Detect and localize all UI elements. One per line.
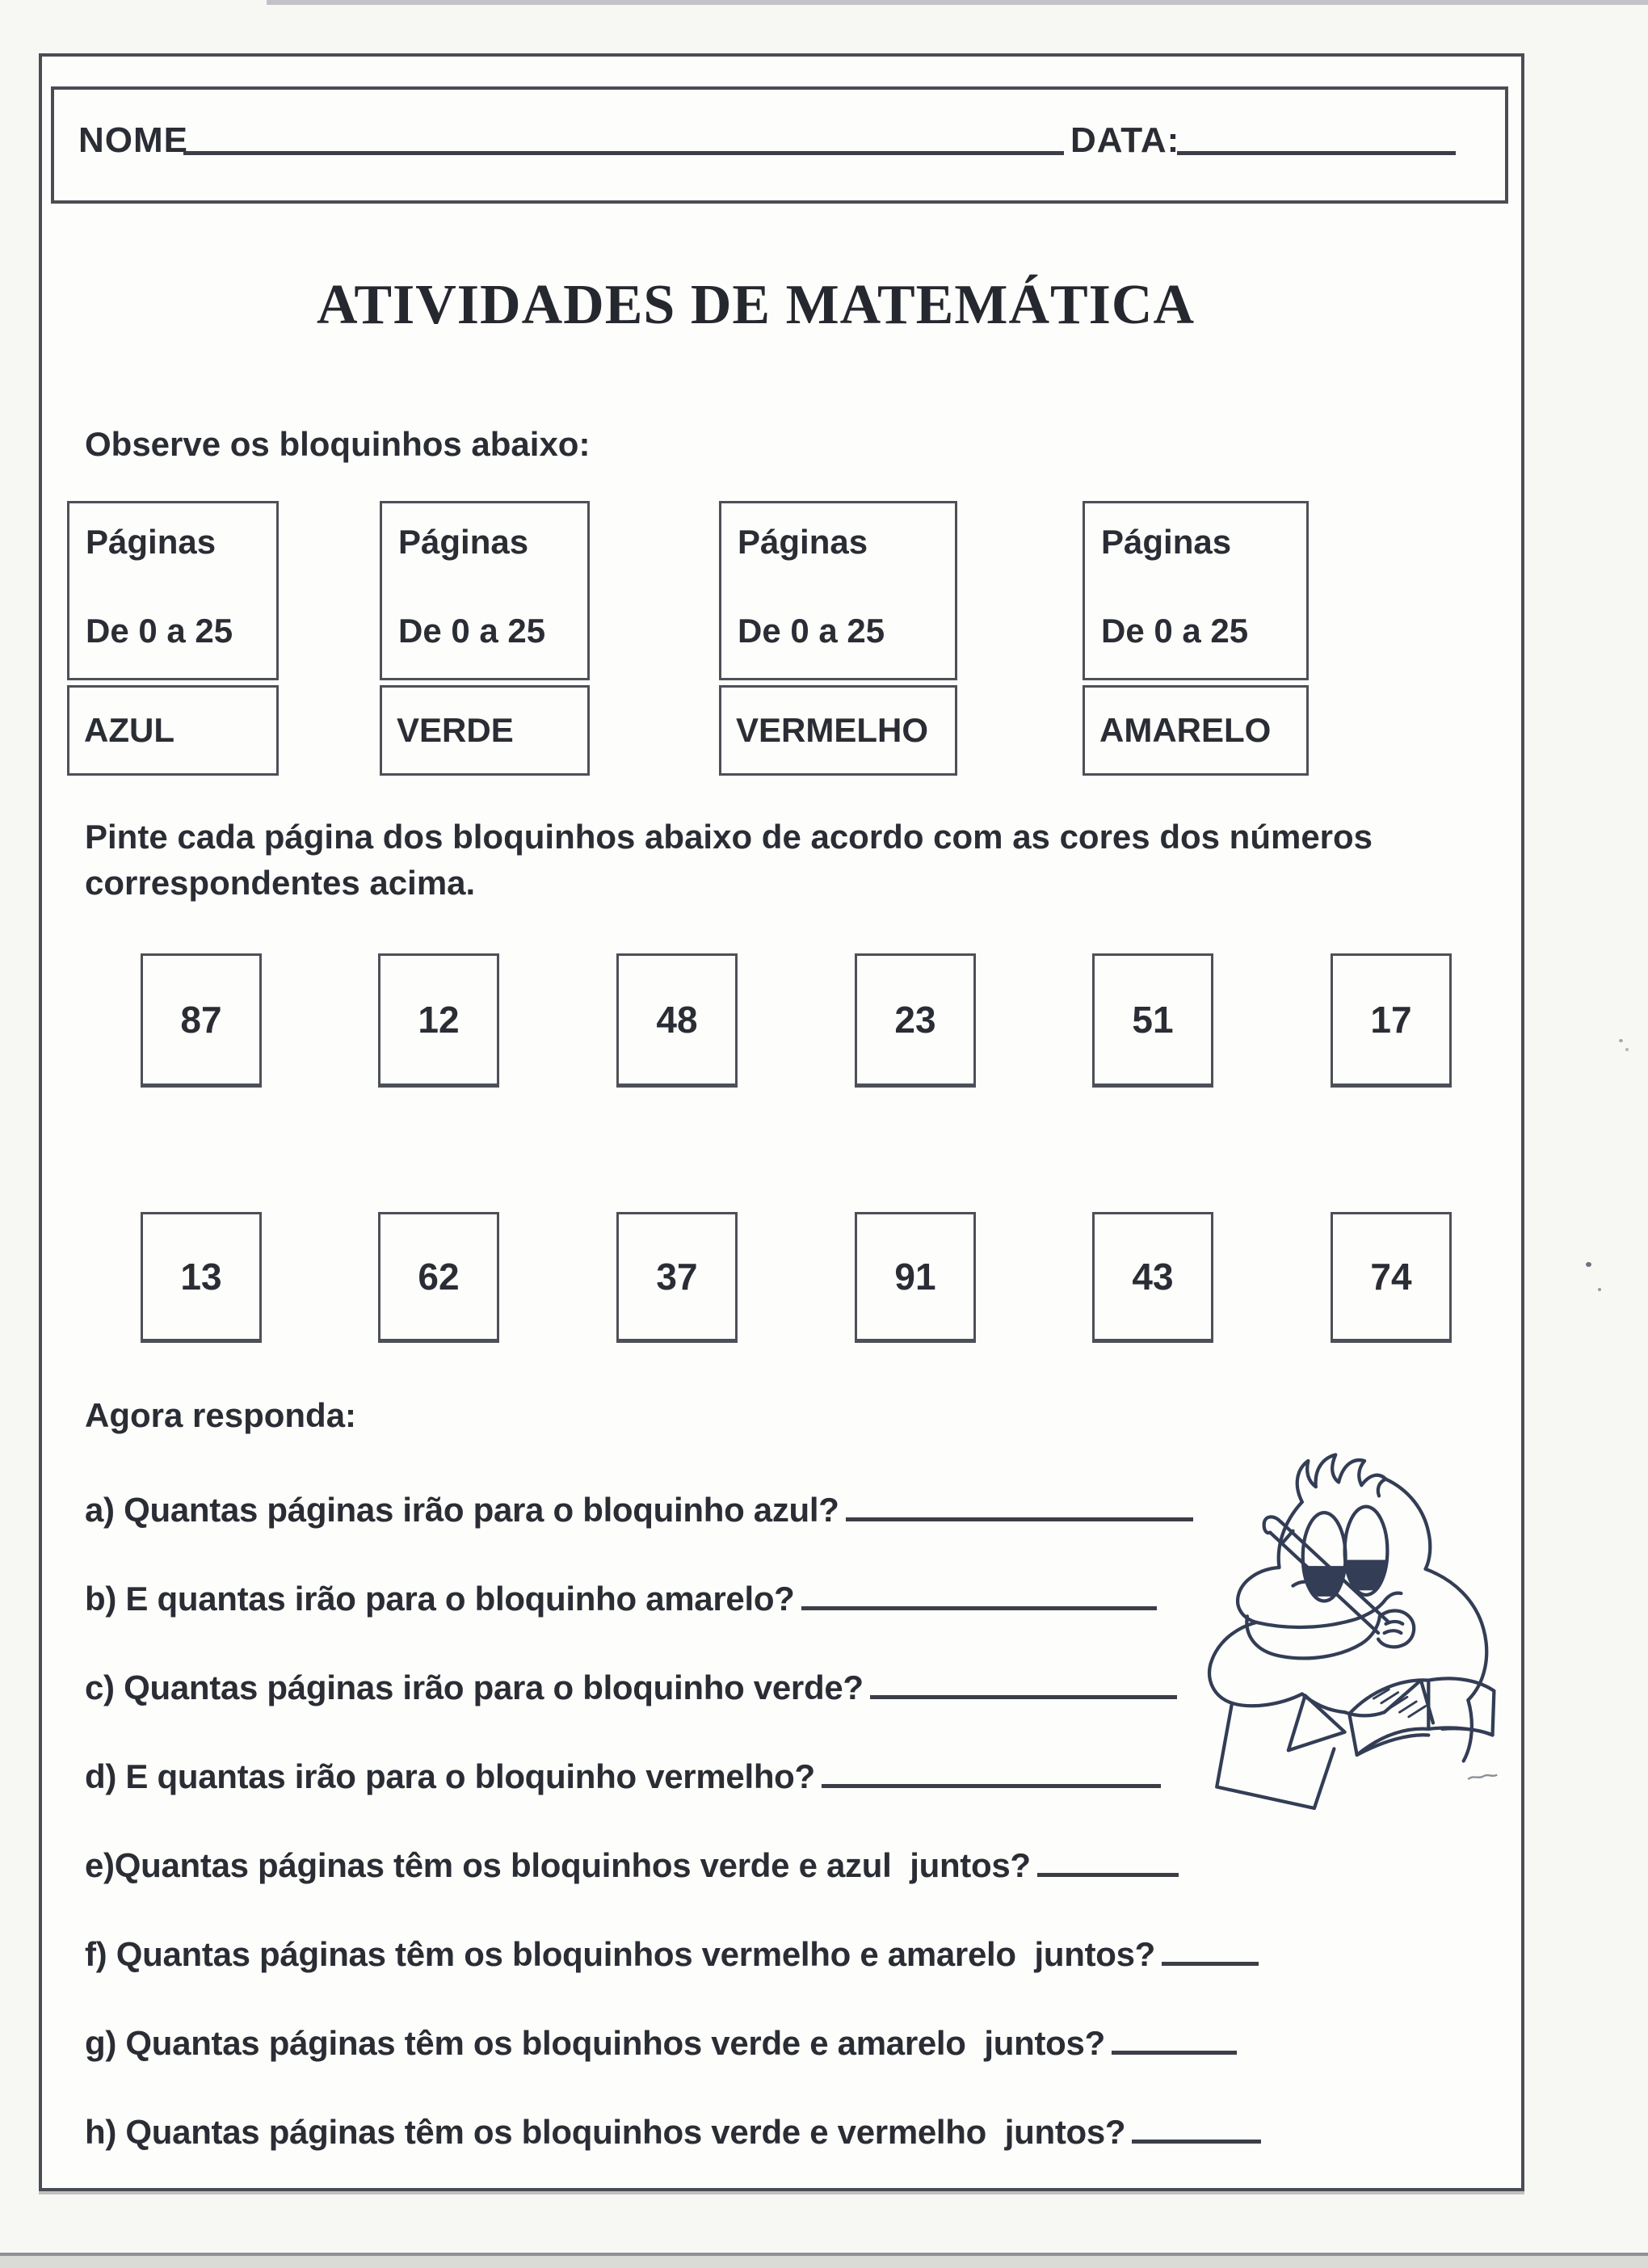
- block-range-label: De 0 a 25: [86, 612, 233, 650]
- question-text: d) E quantas irão para o bloquinho vermelho?: [85, 1757, 815, 1795]
- date-blank-line[interactable]: [1177, 106, 1456, 155]
- question-text: b) E quantas irão para o bloquinho amarelo?: [85, 1580, 795, 1618]
- answer-blank-d[interactable]: [822, 1779, 1161, 1788]
- number-value: 87: [180, 999, 222, 1041]
- block-azul-pages-box[interactable]: [67, 501, 279, 680]
- block-amarelo-color-label: [1083, 685, 1309, 776]
- block-vermelho-pages-box[interactable]: [719, 501, 957, 680]
- number-box-13[interactable]: [141, 1212, 262, 1343]
- color-name: AZUL: [84, 711, 174, 749]
- color-name: VERDE: [397, 711, 514, 749]
- scan-speck: [1598, 1288, 1601, 1291]
- block-vermelho: [719, 501, 957, 776]
- paint-instruction-line2: correspondentes acima.: [85, 863, 476, 902]
- number-value: 23: [894, 999, 936, 1041]
- name-date-box: [51, 86, 1508, 204]
- number-value: 51: [1132, 999, 1174, 1041]
- block-pages-label: Páginas: [738, 523, 868, 561]
- block-verde: [380, 501, 590, 776]
- duck-writing-illustration: [1153, 1448, 1526, 1821]
- question-f: [85, 1935, 1259, 1974]
- date-label: DATA:: [1070, 120, 1180, 160]
- number-box-48[interactable]: [616, 953, 738, 1088]
- scan-edge-artifact-bottom-shade: [0, 2256, 1648, 2268]
- intro-text: Observe os bloquinhos abaixo:: [85, 425, 591, 463]
- number-box-87[interactable]: [141, 953, 262, 1088]
- block-amarelo-pages-box[interactable]: [1083, 501, 1309, 680]
- block-azul-color-label: [67, 685, 279, 776]
- answer-blank-b[interactable]: [801, 1601, 1157, 1610]
- block-pages-label: Páginas: [86, 523, 217, 561]
- number-box-74[interactable]: [1331, 1212, 1452, 1343]
- question-g: [85, 2024, 1237, 2063]
- block-verde-pages-box[interactable]: [380, 501, 590, 680]
- block-pages-label: Páginas: [1101, 523, 1232, 561]
- number-box-51[interactable]: [1092, 953, 1213, 1088]
- number-box-91[interactable]: [855, 1212, 976, 1343]
- block-range-label: De 0 a 25: [738, 612, 885, 650]
- answer-blank-h[interactable]: [1132, 2135, 1261, 2144]
- color-name: VERMELHO: [736, 711, 929, 749]
- question-e: [85, 1846, 1179, 1885]
- scan-speck: [1625, 1048, 1629, 1051]
- number-value: 13: [180, 1256, 222, 1298]
- color-name: AMARELO: [1099, 711, 1272, 749]
- block-vermelho-color-label: [719, 685, 957, 776]
- number-value: 74: [1370, 1256, 1412, 1298]
- number-value: 12: [418, 999, 460, 1041]
- question-c: [85, 1668, 1177, 1707]
- worksheet-page: [39, 53, 1524, 2191]
- page-title: ATIVIDADES DE MATEMÁTICA: [316, 274, 1196, 336]
- number-box-23[interactable]: [855, 953, 976, 1088]
- number-box-62[interactable]: [378, 1212, 499, 1343]
- number-value: 37: [656, 1256, 698, 1298]
- block-range-label: De 0 a 25: [1101, 612, 1249, 650]
- name-label: NOME: [78, 120, 188, 160]
- scan-speck: [1586, 1262, 1591, 1267]
- answer-blank-c[interactable]: [870, 1690, 1177, 1699]
- name-blank-line[interactable]: [183, 106, 1064, 155]
- block-amarelo: [1083, 501, 1309, 776]
- answer-heading: Agora responda:: [85, 1396, 357, 1434]
- answer-blank-g[interactable]: [1112, 2046, 1237, 2055]
- number-box-37[interactable]: [616, 1212, 738, 1343]
- question-h: [85, 2113, 1261, 2152]
- question-text: e)Quantas páginas têm os bloquinhos verde e azul juntos?: [85, 1846, 1031, 1884]
- paint-instruction-line1: Pinte cada página dos bloquinhos abaixo de acordo com as cores dos números: [85, 818, 1373, 856]
- question-text: a) Quantas páginas irão para o bloquinho azul?: [85, 1491, 839, 1529]
- question-text: c) Quantas páginas irão para o bloquinho verde?: [85, 1668, 864, 1706]
- scan-edge-artifact-top: [267, 0, 1648, 5]
- number-box-12[interactable]: [378, 953, 499, 1088]
- block-verde-color-label: [380, 685, 590, 776]
- number-value: 48: [656, 999, 698, 1041]
- block-azul: [67, 501, 279, 776]
- paint-instruction: [85, 814, 1373, 906]
- answer-blank-a[interactable]: [846, 1513, 1193, 1521]
- number-value: 62: [418, 1256, 460, 1298]
- answer-blank-f[interactable]: [1162, 1957, 1259, 1966]
- number-box-17[interactable]: [1331, 953, 1452, 1088]
- number-box-43[interactable]: [1092, 1212, 1213, 1343]
- scan-speck: [1619, 1039, 1623, 1042]
- number-value: 43: [1132, 1256, 1174, 1298]
- question-text: h) Quantas páginas têm os bloquinhos verde e vermelho juntos?: [85, 2113, 1126, 2151]
- signature-squiggle: [1468, 1774, 1497, 1779]
- number-value: 17: [1370, 999, 1412, 1041]
- question-b: [85, 1580, 1157, 1618]
- question-d: [85, 1757, 1161, 1796]
- block-pages-label: Páginas: [398, 523, 529, 561]
- question-text: g) Quantas páginas têm os bloquinhos verde e amarelo juntos?: [85, 2024, 1105, 2062]
- question-text: f) Quantas páginas têm os bloquinhos vermelho e amarelo juntos?: [85, 1935, 1156, 1973]
- question-a: [85, 1491, 1193, 1530]
- number-value: 91: [894, 1256, 936, 1298]
- block-range-label: De 0 a 25: [398, 612, 546, 650]
- answer-blank-e[interactable]: [1037, 1868, 1179, 1877]
